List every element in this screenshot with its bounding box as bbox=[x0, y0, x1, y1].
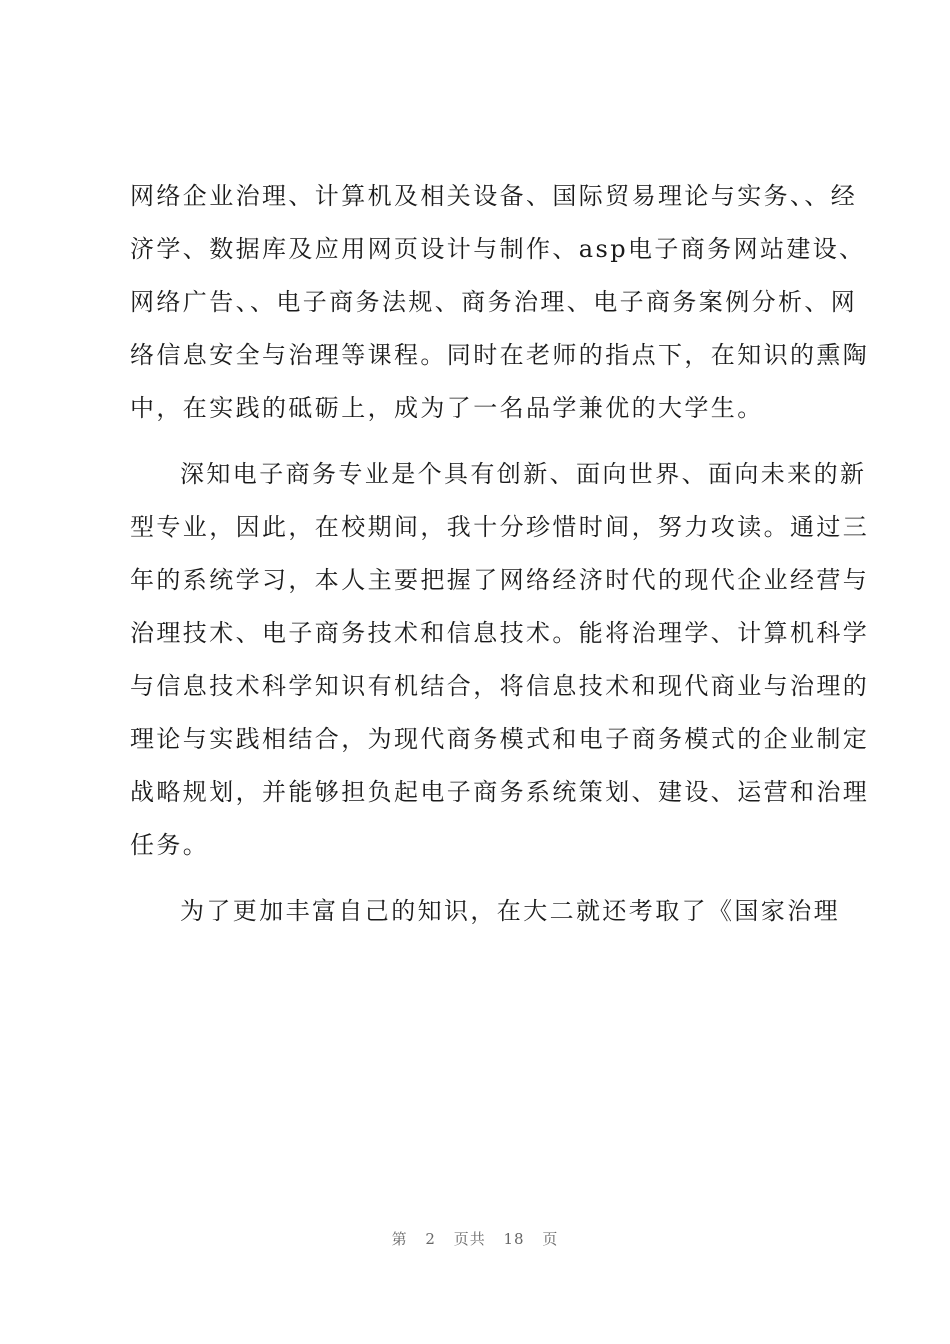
footer-suffix: 页 bbox=[542, 1230, 559, 1248]
page-number: 2 bbox=[425, 1230, 436, 1248]
text-line: 与信息技术科学知识有机结合，将信息技术和现代商业与治理的 bbox=[130, 672, 870, 700]
text-line: 济学、数据库及应用网页设计与制作、asp电子商务网站建设、 bbox=[130, 235, 866, 263]
text-line: 网络企业治理、计算机及相关设备、国际贸易理论与实务、、经 bbox=[130, 182, 858, 210]
document-body bbox=[130, 170, 870, 938]
text-line: 任务。 bbox=[130, 831, 210, 859]
text-line: 网络广告、、电子商务法规、商务治理、电子商务案例分析、网 bbox=[130, 288, 858, 316]
text-line: 治理技术、电子商务技术和信息技术。能将治理学、计算机科学 bbox=[130, 619, 870, 647]
text-line: 深知电子商务专业是个具有创新、面向世界、面向未来的新 bbox=[180, 460, 867, 488]
text-line: 络信息安全与治理等课程。同时在老师的指点下，在知识的熏陶 bbox=[130, 341, 870, 369]
text-line: 理论与实践相结合，为现代商务模式和电子商务模式的企业制定 bbox=[130, 725, 870, 753]
paragraph-1 bbox=[130, 170, 870, 435]
text-line: 型专业，因此，在校期间，我十分珍惜时间，努力攻读。通过三 bbox=[130, 513, 870, 541]
paragraph-3 bbox=[130, 885, 842, 938]
paragraph-2 bbox=[130, 448, 870, 872]
footer-prefix: 第 bbox=[391, 1230, 408, 1248]
footer-mid: 页共 bbox=[453, 1230, 486, 1248]
text-line: 中，在实践的砥砺上，成为了一名品学兼优的大学生。 bbox=[130, 394, 764, 422]
text-line: 为了更加丰富自己的知识，在大二就还考取了《国家治理 bbox=[180, 897, 840, 925]
page-footer bbox=[0, 1228, 950, 1249]
page-total: 18 bbox=[503, 1230, 525, 1248]
text-line: 战略规划，并能够担负起电子商务系统策划、建设、运营和治理 bbox=[130, 778, 870, 806]
text-line: 年的系统学习，本人主要把握了网络经济时代的现代企业经营与 bbox=[130, 566, 870, 594]
